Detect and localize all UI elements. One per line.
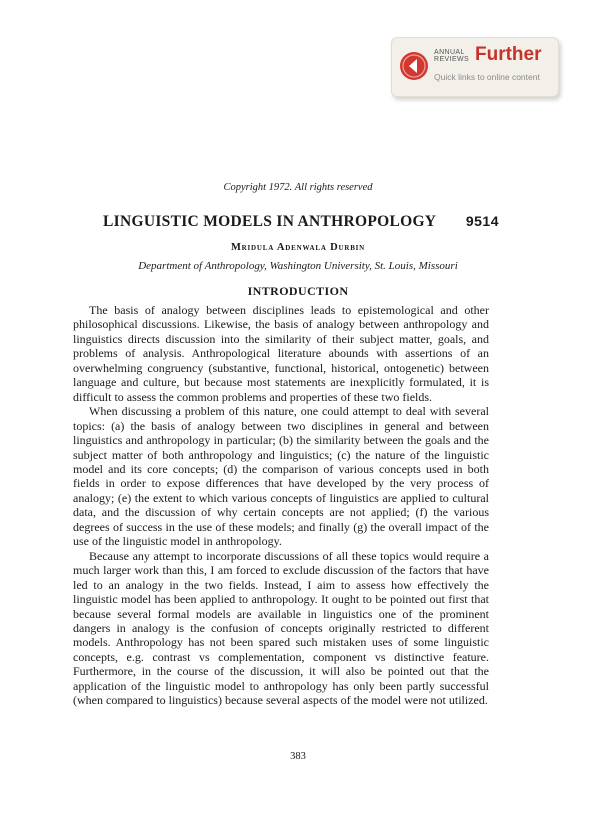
paragraph: The basis of analogy between disciplines leads to epistemological and other philosophical discussions. Likewise, the basis of analogy between anthropology and linguistics directs discussion into the similarity of their subject matter, goals, and problems of analysis. Anthropological literature abounds with assertions of an overwhelming congruency (substantive, functional, historical, ontogenetic) between language and culture, but because most statements are inexplicitly formulated, it is difficult to assess the common problems and properties of these two fields.	[73, 303, 489, 404]
article-number: 9514	[465, 213, 499, 229]
paragraph: Because any attempt to incorporate discussions of all these topics would require a much larger work than this, I am forced to exclude discussion of the factors that have led to an analogy in the two fields. Instead, I aim to assess how effectively the linguistic model has been applied to anthropology. It ought to be pointed out first that because several formal models are available in linguistics one of the prominent dangers in analogy is the confusion of concepts originally restricted to different models. Anthropology has not been spared such mistaken uses of some linguistic concepts, e.g. contrast vs complementation, component vs distinctive feature. Furthermore, in the course of the discussion, it will also be pointed out that the application of the linguistic model to anthropology has only been partly successful (when compared to linguistics) because several aspects of the model were not utilized.	[73, 548, 489, 708]
annual-reviews-logo-icon	[399, 51, 429, 81]
author-name: Mridula Adenwala Durbin	[230, 242, 366, 253]
page-number: 383	[290, 751, 306, 762]
paragraph: When discussing a problem of this nature, one could attempt to deal with several topics: (a) the basis of analogy between two disciplines in general and between linguistics and anthropology in particular; (b) the similarity between the goals and the subject matter of both anthropology and linguistics; (c) the nature of the linguistic model and its core concepts; (d) the comparison of various concepts used in both fields in order to expose differences that have developed by the very process of analogy; (e) the extent to which various concepts of linguistics are applied to cultural data, and the discussion of why certain concepts are not applied; (f) the various degrees of success in the use of these models; and finally (g) the overall impact of the use of the linguistic model in anthropology.	[73, 404, 489, 549]
brand-line-2: REVIEWS	[434, 56, 470, 63]
title-row	[103, 213, 499, 233]
further-badge[interactable]	[391, 37, 559, 97]
body-text	[73, 303, 489, 708]
article-title: LINGUISTIC MODELS IN ANTHROPOLOGY	[103, 213, 437, 230]
annual-reviews-wordmark	[434, 49, 469, 63]
further-label: Further	[475, 44, 542, 65]
brand-line-1: ANNUAL	[434, 49, 465, 56]
author-affiliation: Department of Anthropology, Washington University, St. Louis, Missouri	[138, 260, 458, 272]
quick-links-label: Quick links to online content	[434, 72, 540, 82]
section-heading: INTRODUCTION	[247, 284, 349, 298]
copyright-notice: Copyright 1972. All rights reserved	[223, 182, 373, 193]
